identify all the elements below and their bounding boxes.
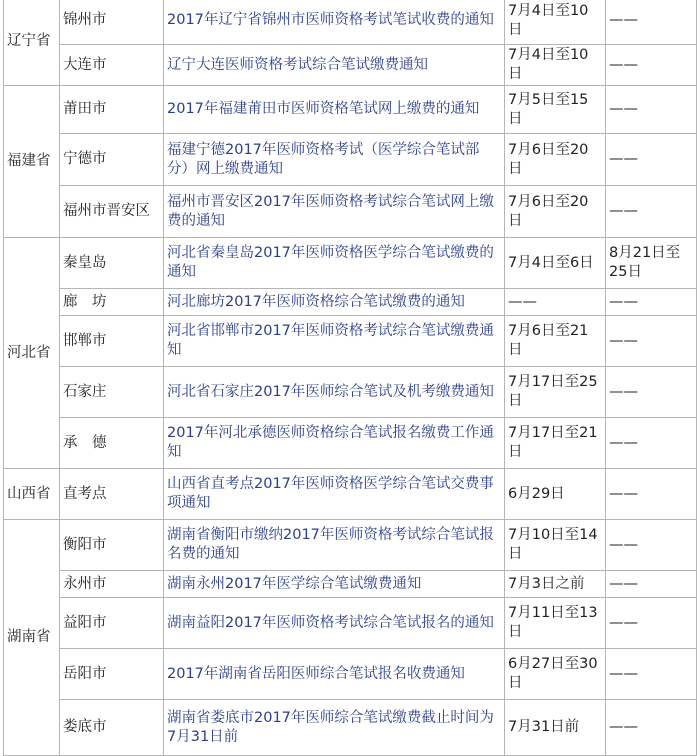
notice-link[interactable]: 辽宁大连医师资格考试综合笔试缴费通知: [167, 56, 428, 73]
fee-date-cell: 7月6日至21日: [505, 316, 606, 367]
province-cell: 辽宁省: [4, 0, 60, 86]
table-row: [4, 367, 697, 418]
notice-cell: [164, 238, 505, 289]
fee-date-cell: 7月17日至21日: [505, 418, 606, 469]
table-row: [4, 649, 697, 700]
table-body: [4, 0, 697, 756]
notice-link[interactable]: 福州市晋安区2017年医师资格考试综合笔试网上缴费的通知: [167, 193, 494, 229]
city-cell: 邯郸市: [60, 316, 164, 367]
province-cell: 河北省: [4, 238, 60, 469]
city-cell: 承 德: [60, 418, 164, 469]
fee-date-cell: 7月4日至10日: [505, 45, 606, 86]
city-cell: 廊 坊: [60, 289, 164, 316]
notice-link[interactable]: 2017年福建莆田市医师资格笔试网上缴费的通知: [167, 101, 480, 117]
fee-date-cell: ——: [505, 289, 606, 316]
supplementary-date-cell: ——: [606, 598, 697, 649]
notice-cell: [164, 289, 505, 316]
fee-date-cell: 7月17日至25日: [505, 367, 606, 418]
table-row: [4, 45, 697, 86]
table-row: [4, 186, 697, 238]
notice-cell: [164, 571, 505, 598]
fee-date-cell: 7月3日之前: [505, 571, 606, 598]
notice-link[interactable]: 2017年河北承德医师资格综合笔试报名缴费工作通知: [167, 425, 494, 460]
supplementary-date-cell: ——: [606, 186, 697, 238]
table-row: [4, 316, 697, 367]
province-cell: 山西省: [4, 469, 60, 520]
notice-link[interactable]: 河北省秦皇岛2017年医师资格医学综合笔试缴费的通知: [167, 245, 494, 280]
table-row: [4, 700, 697, 756]
fee-date-cell: 7月5日至15日: [505, 86, 606, 134]
notice-cell: [164, 134, 505, 186]
city-cell: 直考点: [60, 469, 164, 520]
city-cell: 娄底市: [60, 700, 164, 756]
table-row: [4, 289, 697, 316]
supplementary-date-cell: ——: [606, 289, 697, 316]
fee-date-cell: 7月4日至10日: [505, 0, 606, 45]
table-row: [4, 520, 697, 571]
supplementary-date-cell: ——: [606, 520, 697, 571]
notice-link[interactable]: 福建宁德2017年医师资格考试（医学综合笔试部分）网上缴费通知: [167, 141, 480, 177]
notice-cell: [164, 0, 505, 45]
city-cell: 永州市: [60, 571, 164, 598]
fee-date-cell: 7月4日至6日: [505, 238, 606, 289]
table-row: [4, 134, 697, 186]
notice-cell: [164, 469, 505, 520]
fee-date-cell: 7月10日至14日: [505, 520, 606, 571]
fee-date-cell: 7月6日至20日: [505, 186, 606, 238]
city-cell: 秦皇岛: [60, 238, 164, 289]
fee-date-cell: 6月27日至30日: [505, 649, 606, 700]
city-cell: 衡阳市: [60, 520, 164, 571]
province-cell: 福建省: [4, 86, 60, 238]
supplementary-date-cell: ——: [606, 469, 697, 520]
supplementary-date-cell: ——: [606, 571, 697, 598]
city-cell: 宁德市: [60, 134, 164, 186]
city-cell: 莆田市: [60, 86, 164, 134]
exam-fee-notice-table: [3, 0, 697, 756]
supplementary-date-cell: ——: [606, 649, 697, 700]
notice-link[interactable]: 河北廊坊2017年医师资格综合笔试缴费的通知: [167, 293, 465, 310]
fee-date-cell: 7月31日前: [505, 700, 606, 756]
fee-date-cell: 7月6日至20日: [505, 134, 606, 186]
fee-date-cell: 6月29日: [505, 469, 606, 520]
notice-cell: [164, 598, 505, 649]
city-cell: 岳阳市: [60, 649, 164, 700]
notice-cell: [164, 45, 505, 86]
notice-cell: [164, 86, 505, 134]
supplementary-date-cell: ——: [606, 86, 697, 134]
city-cell: 益阳市: [60, 598, 164, 649]
notice-link[interactable]: 山西省直考点2017年医师资格医学综合笔试交费事项通知: [167, 476, 494, 511]
notice-link[interactable]: 河北省邯郸市2017年医师资格考试综合笔试缴费通知: [167, 323, 494, 358]
table-row: [4, 598, 697, 649]
notice-link[interactable]: 2017年湖南省岳阳医师综合笔试报名收费通知: [167, 665, 465, 682]
supplementary-date-cell: ——: [606, 0, 697, 45]
table-row: [4, 571, 697, 598]
notice-link[interactable]: 湖南永州2017年医学综合笔试缴费通知: [167, 575, 422, 592]
table-row: [4, 86, 697, 134]
table-row: [4, 418, 697, 469]
notice-cell: [164, 649, 505, 700]
notice-link[interactable]: 湖南省衡阳市缴纳2017年医师资格考试综合笔试报名费的通知: [167, 527, 494, 562]
notice-link[interactable]: 2017年辽宁省锦州市医师资格考试笔试收费的通知: [167, 12, 494, 28]
notice-link[interactable]: 湖南益阳2017年医师资格考试综合笔试报名的通知: [167, 614, 494, 631]
notice-cell: [164, 316, 505, 367]
notice-cell: [164, 418, 505, 469]
table-row: [4, 238, 697, 289]
supplementary-date-cell: ——: [606, 700, 697, 756]
supplementary-date-cell: ——: [606, 134, 697, 186]
table-row: [4, 0, 697, 45]
supplementary-date-cell: ——: [606, 316, 697, 367]
city-cell: 大连市: [60, 45, 164, 86]
city-cell: 石家庄: [60, 367, 164, 418]
supplementary-date-cell: ——: [606, 45, 697, 86]
fee-date-cell: 7月11日至13日: [505, 598, 606, 649]
table-row: [4, 469, 697, 520]
notice-cell: [164, 520, 505, 571]
supplementary-date-cell: ——: [606, 367, 697, 418]
city-cell: 锦州市: [60, 0, 164, 45]
province-cell: 湖南省: [4, 520, 60, 756]
supplementary-date-cell: ——: [606, 418, 697, 469]
notice-cell: [164, 700, 505, 756]
supplementary-date-cell: 8月21日至25日: [606, 238, 697, 289]
notice-link[interactable]: 湖南省娄底市2017年医师综合笔试缴费截止时间为7月31日前: [167, 709, 494, 745]
notice-cell: [164, 186, 505, 238]
city-cell: 福州市晋安区: [60, 186, 164, 238]
notice-link[interactable]: 河北省石家庄2017年医师综合笔试及机考缴费通知: [167, 383, 494, 400]
notice-cell: [164, 367, 505, 418]
